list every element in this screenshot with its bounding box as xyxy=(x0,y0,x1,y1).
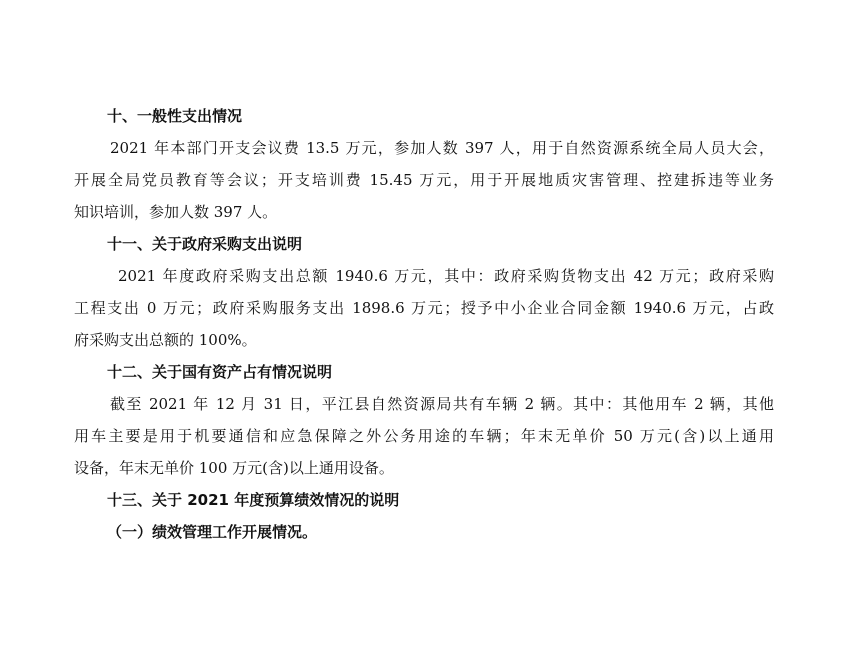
section-heading-12: 十二、关于国有资产占有情况说明 xyxy=(107,363,333,381)
paragraph-line: 2021 年度政府采购支出总额 1940.6 万元，其中：政府采购货物支出 42 万元；政府采购 xyxy=(118,267,774,285)
paragraph-line: 设备，年末无单价 100 万元(含)以上通用设备。 xyxy=(74,459,394,477)
paragraph-line: 截至 2021 年 12 月 31 日，平江县自然资源局共有车辆 2 辆。其中：其他用车 2 辆，其他 xyxy=(110,395,774,413)
paragraph-line: 2021 年本部门开支会议费 13.5 万元，参加人数 397 人，用于自然资源系统全局人员大会， xyxy=(110,139,774,157)
paragraph-line: 工程支出 0 万元；政府采购服务支出 1898.6 万元；授予中小企业合同金额 1940.6 万元，占政 xyxy=(74,299,774,317)
section-heading-11: 十一、关于政府采购支出说明 xyxy=(107,235,303,253)
paragraph-line: 知识培训，参加人数 397 人。 xyxy=(74,203,278,221)
section-heading-10: 十、一般性支出情况 xyxy=(107,107,243,125)
paragraph-line: 用车主要是用于机要通信和应急保障之外公务用途的车辆；年末无单价 50 万元(含)以上通用 xyxy=(74,427,774,445)
paragraph-line: 开展全局党员教育等会议；开支培训费 15.45 万元，用于开展地质灾害管理、控建拆违等业务 xyxy=(74,171,774,189)
paragraph-line: 府采购支出总额的 100%。 xyxy=(74,331,257,349)
section-heading-13: 十三、关于 2021 年度预算绩效情况的说明 xyxy=(107,491,400,509)
subsection-heading: （一）绩效管理工作开展情况。 xyxy=(107,523,318,541)
